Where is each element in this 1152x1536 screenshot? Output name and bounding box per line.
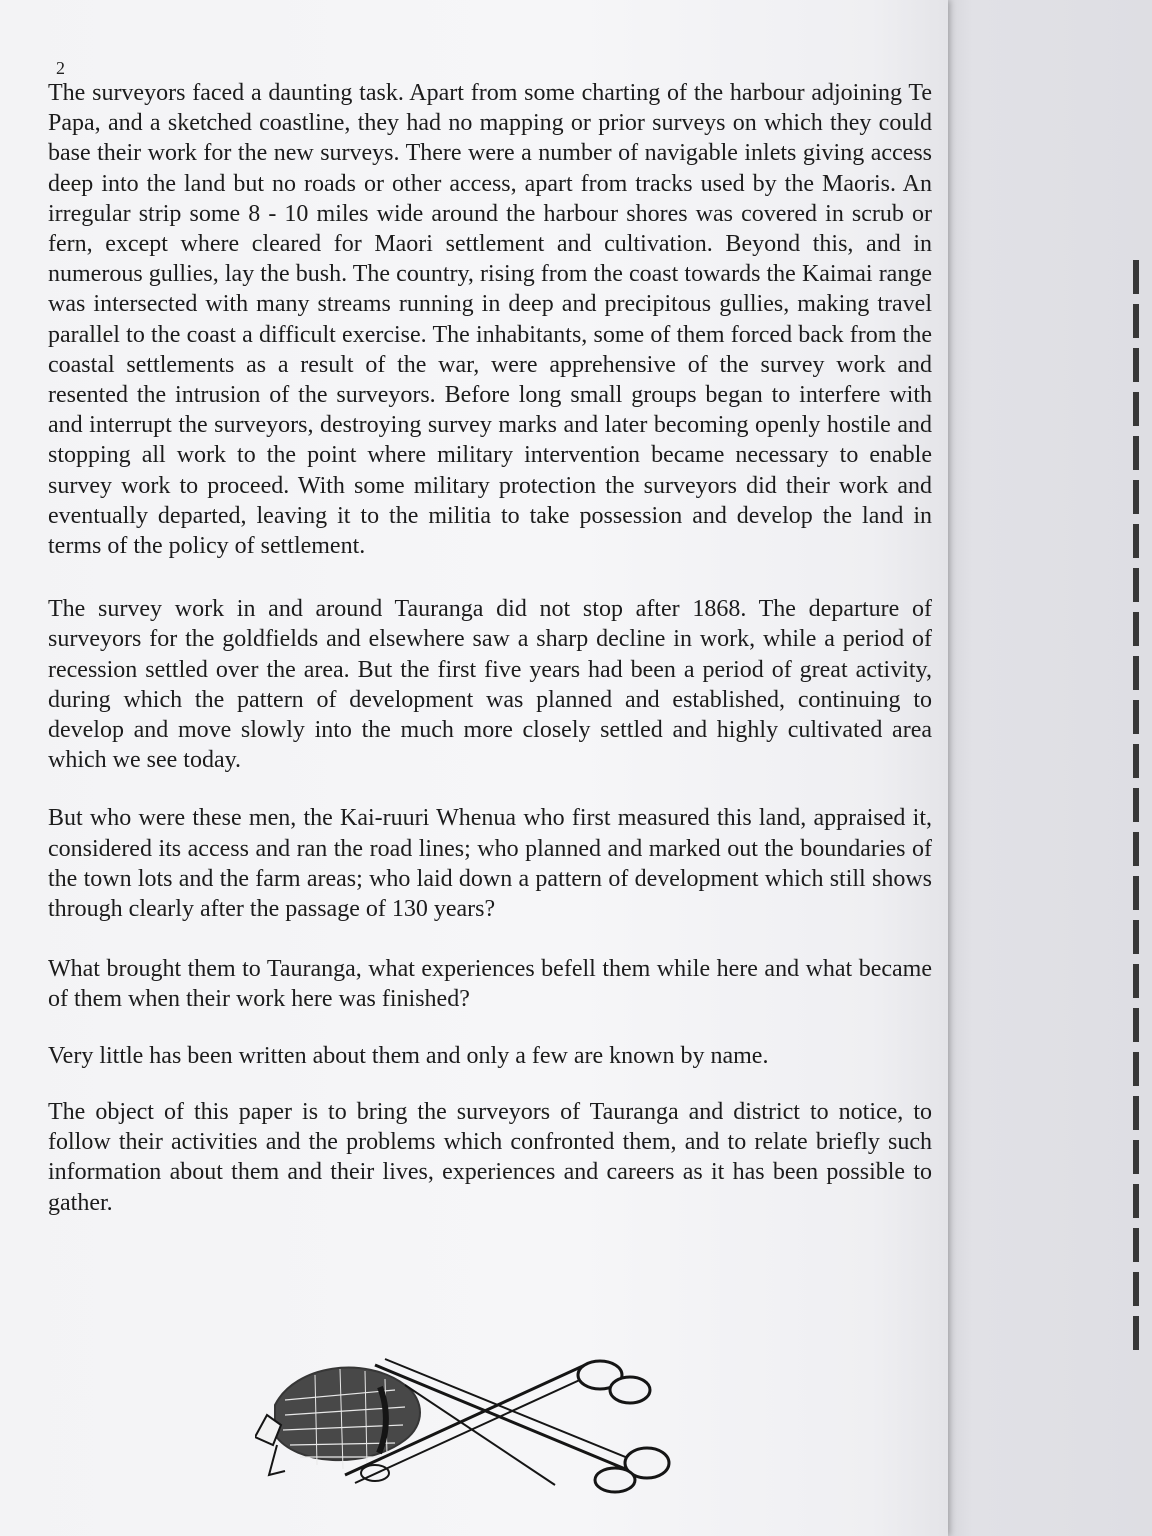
surveyors-chain-and-ranging-rods-icon — [255, 1345, 675, 1495]
page-number: 2 — [56, 58, 65, 78]
paragraph-object-of-paper: The object of this paper is to bring the surveyors of Tauranga and district to notice, to follow their activities and the problems which confronted them, and to relate briefly such information about them and their lives, experiences and careers as it has been possible to gather. — [48, 1098, 932, 1216]
facing-page-edge-shadow — [1133, 260, 1139, 1360]
page-body — [48, 78, 932, 1218]
paragraph-very-little-written: Very little has been written about them and only a few are known by name. — [48, 1042, 769, 1069]
paragraph-survey-after-1868: The survey work in and around Tauranga did not stop after 1868. The departure of surveyors for the goldfields and elsewhere saw a sharp decline in work, while a period of recession settled over the area. But the first five years had been a period of great activity, during which the pattern of development was planned and established, continuing to develop and move slowly into the much more closely settled and highly cultivated area which we see today. — [48, 596, 932, 774]
paragraph-who-were-these-men: But who were these men, the Kai-ruuri Whenua who first measured this land, appraised it, considered its access and ran the road lines; who planned and marked out the boundaries of the town lots and the farm areas; who laid down a pattern of development which still shows through clearly after the passage of 130 years? — [48, 805, 932, 923]
facing-page — [948, 0, 1152, 1536]
paragraph-what-brought-them: What brought them to Tauranga, what experiences befell them while here and what became of them when their work here was finished? — [48, 956, 932, 1013]
paragraph-surveyors-task: The surveyors faced a daunting task. Apart from some charting of the harbour adjoining Te Papa, and a sketched coastline, they had no mapping or prior surveys on which they could base their work for the new surveys. There were a number of navigable inlets giving access deep into the land but no roads or other access, apart from tracks used by the Maoris. An irregular strip some 8 - 10 miles wide around the harbour shores was covered in scrub or fern, except where cleared for Maori settlement and cultivation. Beyond this, and in numerous gullies, lay the bush. The country, rising from the coast towards the Kaimai range was intersected with many streams running in deep and precipitous gullies, making travel parallel to the coast a difficult exercise. The inhabitants, some of them forced back from the coastal settlements as a result of the war, were apprehensive of the survey work and resented the intrusion of the surveyors. Before long small groups began to interfere with and interrupt the surveyors, destroying survey marks and later becoming openly hostile and stopping all work to the point where military intervention became necessary to enable survey work to proceed. With some military protection the surveyors did their work and eventually departed, leaving it to the militia to take possession and develop the land in terms of the policy of settlement. — [48, 80, 932, 560]
